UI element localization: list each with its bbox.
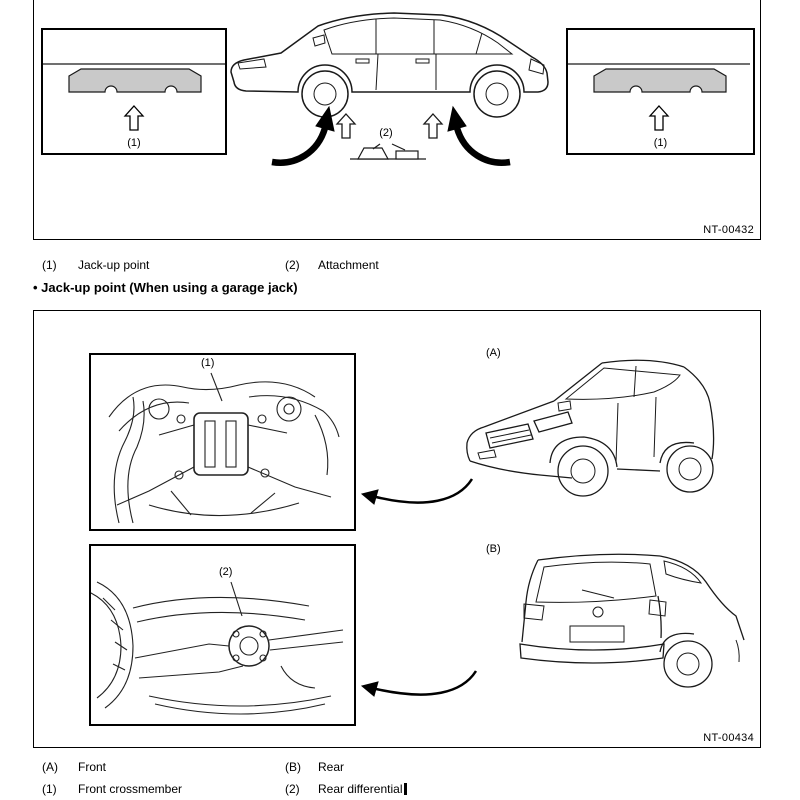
legend-label-differential-wrap (318, 782, 742, 796)
section-heading-text: • Jack-up point (When using a garage jack) (33, 280, 298, 295)
legend-figure1 (42, 258, 742, 272)
rear-differential-detail (89, 544, 356, 726)
figure-jackup-points (33, 0, 761, 240)
front-crossmember-detail (89, 353, 356, 531)
jack-pad-label-right: (1) (653, 137, 668, 149)
figure2-ref-label: NT-00434 (703, 732, 754, 744)
legend-figure2-row1 (42, 760, 742, 774)
legend-key-crossmember: (1) (42, 782, 57, 796)
jack-pad-detail-left (41, 28, 227, 155)
up-arrow-icon (125, 106, 143, 130)
figure-garage-jack-points (33, 310, 761, 748)
car-side-view (231, 13, 548, 117)
section-heading (33, 280, 298, 295)
legend-label-differential: Rear differential (318, 782, 403, 796)
jack-pad-shape (69, 69, 201, 92)
legend-label-jackup: Jack-up point (78, 258, 150, 272)
jack-pad-drawing-right (568, 30, 750, 153)
legend-key-rear: (B) (285, 760, 301, 774)
legend-label-front: Front (78, 760, 107, 774)
legend-key-front: (A) (42, 760, 58, 774)
front-view-label: (A) (486, 347, 501, 359)
up-arrow-icon (650, 106, 668, 130)
legend-label-rear: Rear (318, 760, 345, 774)
legend-key-attachment: (2) (285, 258, 300, 272)
rear-view-label: (B) (486, 543, 501, 555)
legend-figure2-row2 (42, 782, 742, 796)
legend-key-differential: (2) (285, 782, 300, 796)
crossmember-label: (1) (201, 357, 215, 369)
jack-pad-detail-right (566, 28, 755, 155)
jack-pad-label-left: (1) (127, 137, 141, 149)
text-cursor (404, 783, 407, 795)
differential-label: (2) (219, 566, 233, 578)
attachment-label: (2) (379, 127, 393, 139)
legend-label-attachment: Attachment (318, 258, 379, 272)
jack-pad-drawing-left (43, 30, 225, 153)
figure1-ref-label: NT-00432 (703, 224, 754, 236)
jack-pad-shape (594, 69, 726, 92)
legend-key-jackup: (1) (42, 258, 57, 272)
attachment-detail (350, 144, 426, 159)
legend-label-crossmember: Front crossmember (78, 782, 183, 796)
front-crossmember-drawing (91, 355, 354, 529)
